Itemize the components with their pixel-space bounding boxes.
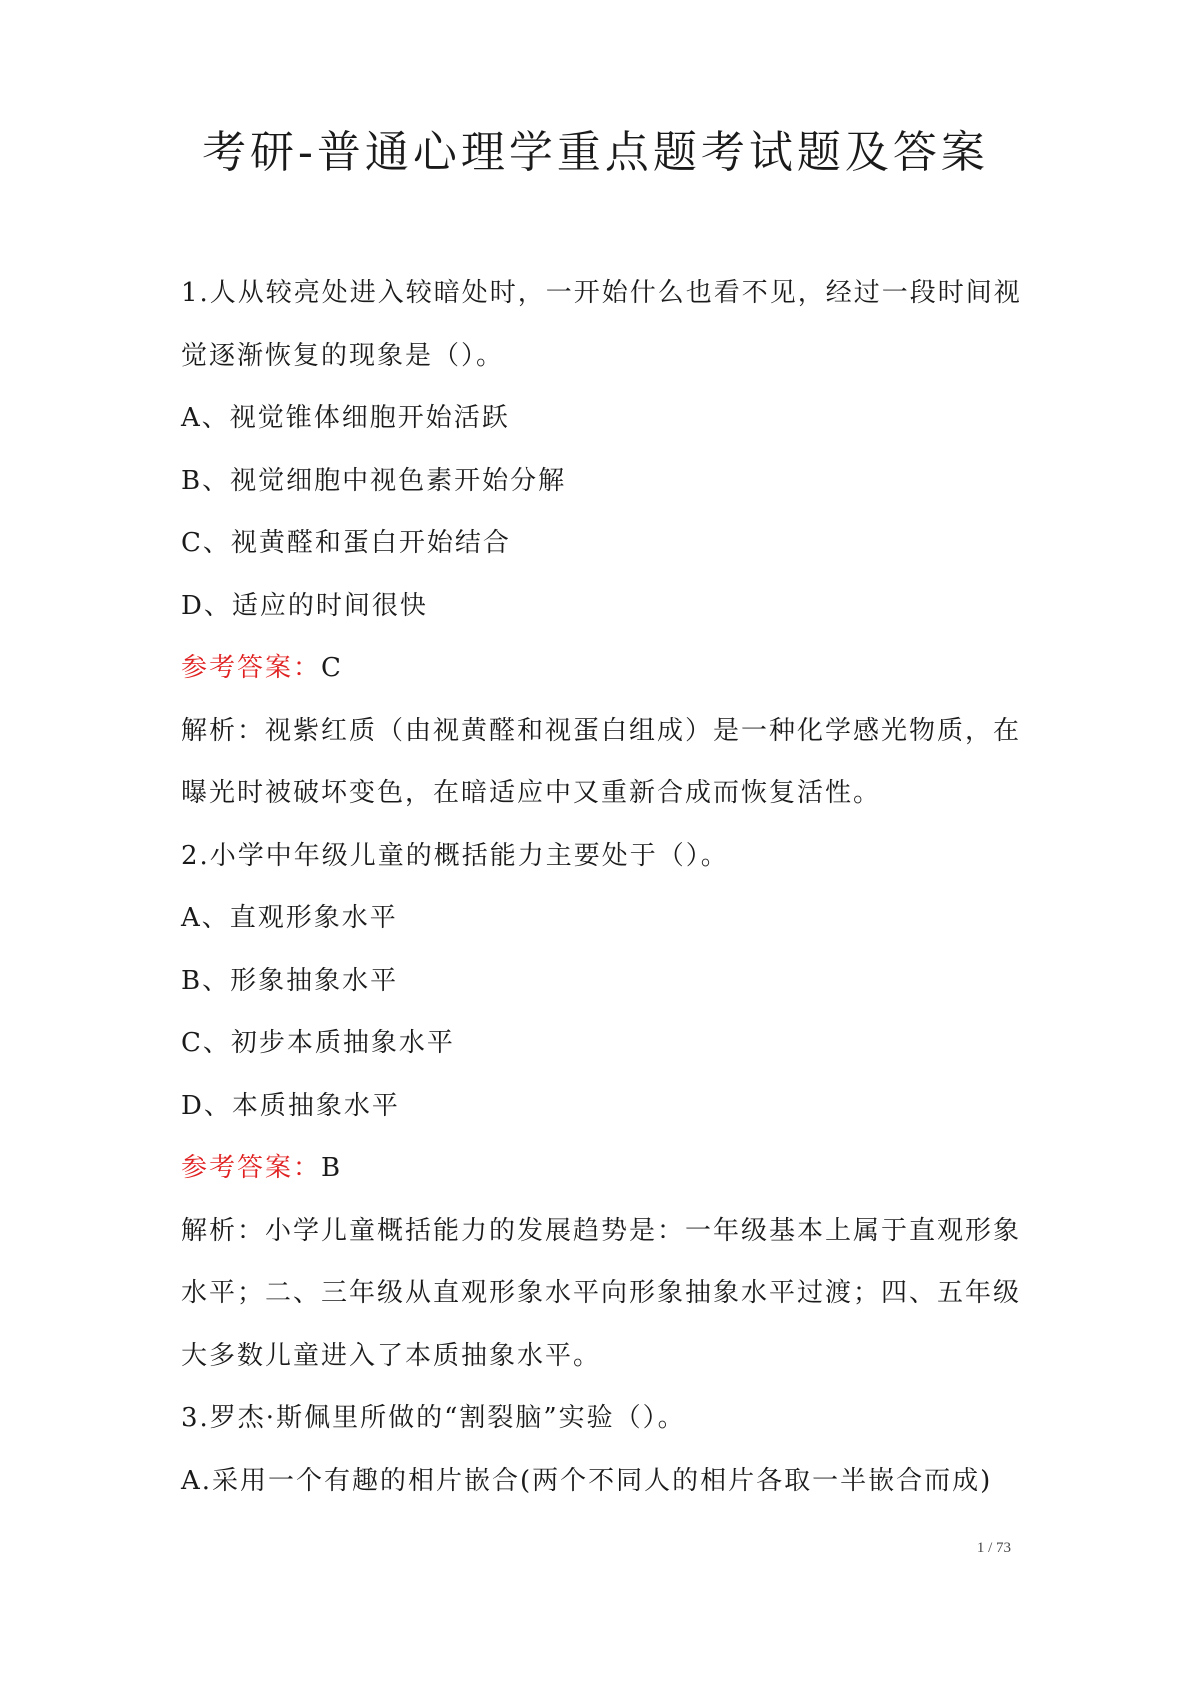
analysis-text: 曝光时被破坏变色，在暗适应中又重新合成而恢复活性。 [181, 778, 882, 808]
option-line: D、适应的时间很快 [181, 590, 428, 621]
analysis-text: 大多数儿童进入了本质抽象水平。 [181, 1340, 602, 1371]
question-text: 3.罗杰·斯佩里所做的“割裂脑”实验（）。 [181, 1403, 686, 1433]
document-body [181, 262, 1022, 1512]
question-text: 觉逐渐恢复的现象是（）。 [181, 340, 505, 371]
answer-line [181, 637, 1011, 700]
option-line: A.采用一个有趣的相片嵌合(两个不同人的相片各取一半嵌合而成) [181, 1465, 993, 1496]
answer-value: C [321, 653, 343, 683]
page-number: 1 / 73 [976, 1540, 1011, 1556]
question-text: 2.小学中年级儿童的概括能力主要处于（）。 [181, 840, 729, 871]
answer-value: B [321, 1153, 343, 1183]
answer-line [181, 1137, 1011, 1200]
option-line: C、初步本质抽象水平 [181, 1028, 455, 1058]
document-title: 考研-普通心理学重点题考试题及答案 [202, 127, 989, 178]
analysis-text: 解析：小学儿童概括能力的发展趋势是：一年级基本上属于直观形象 [181, 1215, 1022, 1246]
answer-label: 参考答案： [181, 1153, 322, 1183]
option-line: B、形象抽象水平 [181, 965, 399, 996]
option-line: C、视黄醛和蛋白开始结合 [181, 528, 511, 558]
option-line: A、直观形象水平 [181, 903, 398, 933]
analysis-text: 水平；二、三年级从直观形象水平向形象抽象水平过渡；四、五年级 [181, 1278, 1022, 1308]
option-line: B、视觉细胞中视色素开始分解 [181, 465, 567, 496]
option-line: A、视觉锥体细胞开始活跃 [181, 403, 510, 433]
option-line: D、本质抽象水平 [181, 1090, 400, 1121]
answer-label: 参考答案： [181, 653, 322, 683]
analysis-text: 解析：视紫红质（由视黄醛和视蛋白组成）是一种化学感光物质，在 [181, 715, 1022, 746]
question-text: 1.人从较亮处进入较暗处时，一开始什么也看不见，经过一段时间视 [181, 278, 1022, 308]
